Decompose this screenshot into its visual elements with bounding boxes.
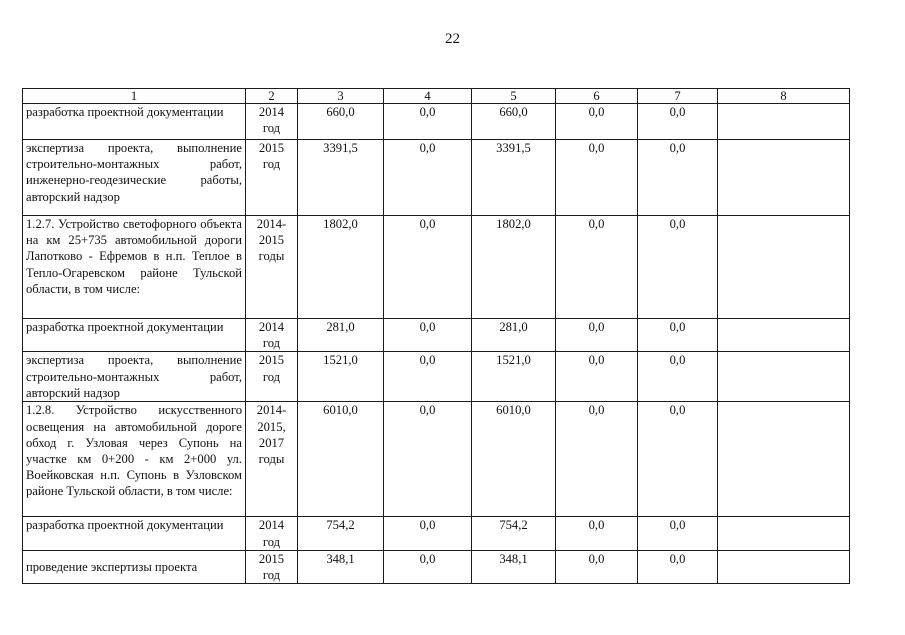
table-row (23, 550, 850, 583)
row-value-col5: 1802,0 (472, 216, 556, 319)
row-value-col5: 754,2 (472, 517, 556, 550)
row-value-col6: 0,0 (556, 216, 638, 319)
table-row (23, 517, 850, 550)
row-period: 2014-2015, 2017 годы (246, 402, 298, 517)
row-value-col4: 0,0 (384, 402, 472, 517)
row-value-col5: 348,1 (472, 550, 556, 583)
budget-table (22, 88, 850, 584)
column-number-5: 5 (472, 89, 556, 104)
row-note (718, 402, 850, 517)
row-value-col7: 0,0 (638, 402, 718, 517)
row-value-col6: 0,0 (556, 352, 638, 402)
row-value-col7: 0,0 (638, 550, 718, 583)
row-period: 2015 год (246, 352, 298, 402)
table-row (23, 402, 850, 517)
row-value-col7: 0,0 (638, 319, 718, 352)
row-value-col3: 754,2 (298, 517, 384, 550)
row-value-col3: 6010,0 (298, 402, 384, 517)
row-description: 1.2.7. Устройство светофорного объекта на км 25+735 автомобильной дороги Лапотково - Ефремов в н.п. Теплое в Тепло-Огаревском районе Тульской области, в том числе: (23, 216, 246, 319)
table-row (23, 140, 850, 216)
column-number-6: 6 (556, 89, 638, 104)
row-value-col3: 281,0 (298, 319, 384, 352)
table-row (23, 104, 850, 140)
row-note (718, 352, 850, 402)
row-period: 2014-2015 годы (246, 216, 298, 319)
row-value-col3: 1802,0 (298, 216, 384, 319)
row-value-col5: 1521,0 (472, 352, 556, 402)
row-value-col7: 0,0 (638, 517, 718, 550)
row-description: разработка проектной документации (23, 319, 246, 352)
row-value-col5: 6010,0 (472, 402, 556, 517)
row-note (718, 104, 850, 140)
row-value-col3: 660,0 (298, 104, 384, 140)
header-row (23, 89, 850, 104)
table-row (23, 319, 850, 352)
column-number-3: 3 (298, 89, 384, 104)
column-number-7: 7 (638, 89, 718, 104)
row-value-col3: 1521,0 (298, 352, 384, 402)
row-description: проведение экспертизы проекта (23, 550, 246, 583)
row-value-col6: 0,0 (556, 517, 638, 550)
row-value-col4: 0,0 (384, 216, 472, 319)
row-value-col7: 0,0 (638, 216, 718, 319)
row-period: 2014 год (246, 319, 298, 352)
row-note (718, 550, 850, 583)
column-number-8: 8 (718, 89, 850, 104)
row-value-col7: 0,0 (638, 104, 718, 140)
row-description: разработка проектной документации (23, 104, 246, 140)
row-note (718, 517, 850, 550)
row-description: разработка проектной документации (23, 517, 246, 550)
row-value-col4: 0,0 (384, 104, 472, 140)
row-description: экспертиза проекта, выполнение строительно-монтажных работ, авторский надзор (23, 352, 246, 402)
row-period: 2014 год (246, 104, 298, 140)
row-value-col4: 0,0 (384, 352, 472, 402)
row-description: 1.2.8. Устройство искусственного освещения на автомобильной дороге обход г. Узловая через Супонь на участке км 0+200 - км 2+000 ул. Воейковская н.п. Супонь в Узловском районе Тульской области, в том числе: (23, 402, 246, 517)
row-value-col7: 0,0 (638, 352, 718, 402)
column-number-1: 1 (23, 89, 246, 104)
row-value-col5: 281,0 (472, 319, 556, 352)
row-period: 2015 год (246, 550, 298, 583)
row-value-col7: 0,0 (638, 140, 718, 216)
table-row (23, 216, 850, 319)
page-number: 22 (445, 31, 460, 47)
row-value-col6: 0,0 (556, 402, 638, 517)
row-note (718, 216, 850, 319)
row-note (718, 140, 850, 216)
row-value-col6: 0,0 (556, 104, 638, 140)
row-value-col6: 0,0 (556, 319, 638, 352)
row-note (718, 319, 850, 352)
row-value-col4: 0,0 (384, 140, 472, 216)
row-period: 2014 год (246, 517, 298, 550)
row-value-col6: 0,0 (556, 550, 638, 583)
row-value-col4: 0,0 (384, 550, 472, 583)
row-value-col5: 3391,5 (472, 140, 556, 216)
row-value-col6: 0,0 (556, 140, 638, 216)
row-value-col4: 0,0 (384, 517, 472, 550)
row-description: экспертиза проекта, выполнение строительно-монтажных работ, инженерно-геодезические работы, авторский надзор (23, 140, 246, 216)
table-row (23, 352, 850, 402)
row-value-col3: 3391,5 (298, 140, 384, 216)
row-value-col5: 660,0 (472, 104, 556, 140)
row-value-col3: 348,1 (298, 550, 384, 583)
column-number-2: 2 (246, 89, 298, 104)
row-period: 2015 год (246, 140, 298, 216)
row-value-col4: 0,0 (384, 319, 472, 352)
column-number-4: 4 (384, 89, 472, 104)
